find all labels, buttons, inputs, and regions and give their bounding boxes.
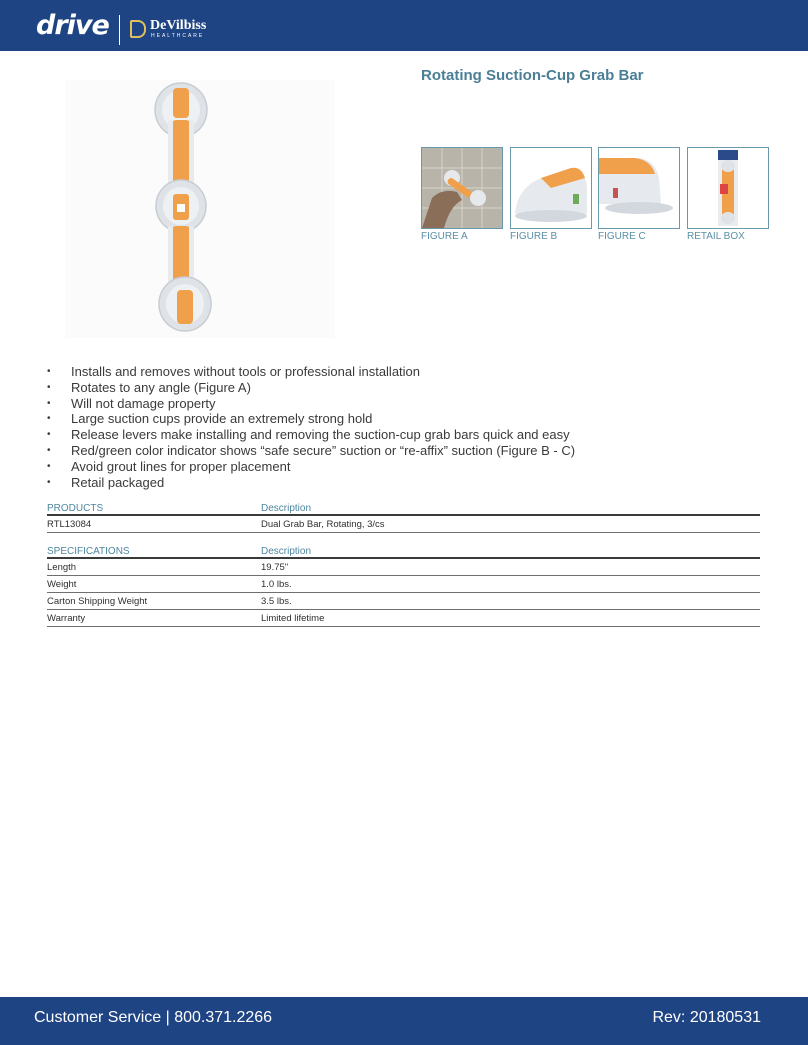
grab-bar-in-use-photo (422, 148, 502, 228)
list-item: • Retail packaged (47, 474, 165, 490)
figure-a-label: FIGURE A (421, 231, 468, 242)
table-row (47, 610, 760, 627)
figure-a-thumbnail[interactable] (421, 147, 503, 229)
table-row (47, 516, 760, 533)
bullet-icon: • (47, 413, 51, 425)
product-description: Dual Grab Bar, Rotating, 3/cs (261, 519, 385, 530)
header-bar (0, 0, 808, 51)
spec-label: Length (47, 562, 77, 573)
spec-value: 1.0 lbs. (261, 579, 292, 590)
spec-label: Weight (47, 579, 77, 590)
spec-value: Limited lifetime (261, 613, 325, 624)
table-row (47, 593, 760, 610)
table-header (47, 502, 760, 516)
spec-label: Warranty (47, 613, 86, 624)
bullet-icon: • (47, 460, 51, 472)
devilbiss-logo-sub: HEALTHCARE (151, 33, 205, 39)
devilbiss-logo-name: DeVilbiss (150, 18, 207, 33)
spec-value: 19.75" (261, 562, 289, 573)
table-row (47, 576, 760, 593)
retail-box-label: RETAIL BOX (687, 231, 745, 242)
figure-b-label: FIGURE B (510, 231, 558, 242)
retail-package-photo (688, 148, 768, 228)
bullet-icon: • (47, 429, 51, 441)
grab-bar-red-indicator-photo (599, 148, 679, 228)
bullet-icon: • (47, 476, 51, 488)
figure-b-thumbnail[interactable] (510, 147, 592, 229)
list-item: • Large suction cups provide an extremely strong hold (47, 411, 373, 427)
products-table (47, 502, 760, 533)
list-item: • Will not damage property (47, 395, 216, 411)
customer-service-phone: Customer Service | 800.371.2266 (34, 1009, 273, 1026)
products-header: PRODUCTS (47, 503, 104, 514)
list-item: • Installs and removes without tools or professional installation (47, 364, 421, 379)
retail-box-thumbnail[interactable] (687, 147, 769, 229)
specifications-table (47, 545, 760, 627)
bullet-icon: • (47, 381, 51, 393)
product-title: Rotating Suction-Cup Grab Bar (421, 67, 644, 84)
feature-list (47, 364, 747, 490)
grab-bar-green-indicator-photo (511, 148, 591, 228)
footer-bar (0, 997, 808, 1045)
table-header (47, 545, 760, 559)
devilbiss-logo-icon (130, 20, 146, 38)
grab-bar-illustration (65, 80, 335, 338)
devilbiss-logo (130, 18, 212, 42)
description-header: Description (261, 503, 312, 514)
specifications-header: SPECIFICATIONS (47, 546, 130, 557)
revision-number: Rev: 20180531 (652, 1009, 761, 1026)
spec-label: Carton Shipping Weight (47, 596, 148, 607)
table-row (47, 559, 760, 576)
list-item: • Rotates to any angle (Figure A) (47, 379, 251, 395)
product-sku: RTL13084 (47, 519, 92, 530)
logo-divider (119, 15, 120, 45)
description-header: Description (261, 546, 312, 557)
list-item: • Avoid grout lines for proper placement (47, 458, 291, 474)
drive-logo: drive (36, 10, 109, 41)
bullet-icon: • (47, 366, 51, 377)
spec-value: 3.5 lbs. (261, 596, 292, 607)
list-item: • Red/green color indicator shows “safe secure” suction or “re-affix” suction (Figure B - C) (47, 442, 576, 458)
list-item: • Release levers make installing and removing the suction-cup grab bars quick and easy (47, 427, 570, 443)
figure-c-label: FIGURE C (598, 231, 646, 242)
bullet-icon: • (47, 444, 51, 456)
bullet-icon: • (47, 397, 51, 409)
figure-c-thumbnail[interactable] (598, 147, 680, 229)
product-image (65, 80, 335, 338)
